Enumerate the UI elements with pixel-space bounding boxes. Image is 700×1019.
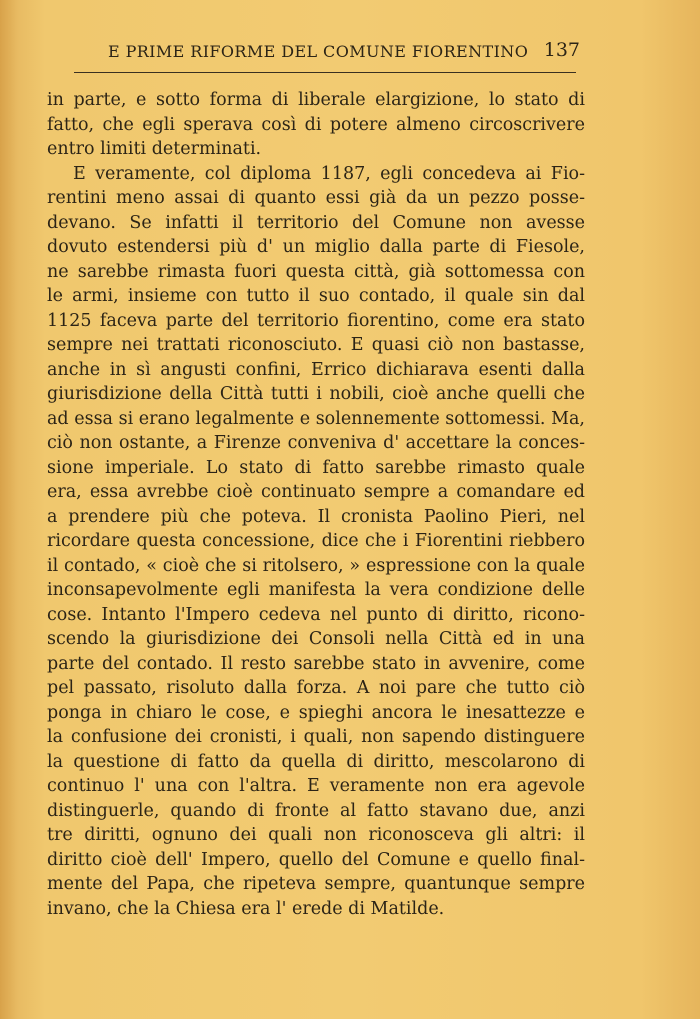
text-line: in parte, e sotto forma di liberale elargizione, lo stato di xyxy=(47,90,585,110)
text-line: anche in sì angusti confini, Errico dichiarava esenti dalla xyxy=(47,359,585,380)
text-line: dovuto estendersi più d' un miglio dalla parte di Fiesole, xyxy=(47,237,585,257)
text-line: ponga in chiaro le cose, e spieghi ancora le inesattezze e xyxy=(47,702,585,723)
text-line: cose. Intanto l'Impero cedeva nel punto di diritto, ricono- xyxy=(47,604,585,625)
text-line: continuo l' una con l'altra. E veramente non era agevole xyxy=(47,776,585,796)
page-number: 137 xyxy=(543,39,580,61)
text-line: la confusione dei cronisti, i quali, non sapendo distinguere xyxy=(47,727,585,747)
text-line: 1125 faceva parte del territorio fiorentino, come era stato xyxy=(47,310,585,331)
text-line: diritto cioè dell' Impero, quello del Comune e quello final- xyxy=(47,849,585,870)
text-line: devano. Se infatti il territorio del Comune non avesse xyxy=(47,212,585,233)
text-line: distinguerle, quando di fronte al fatto stavano due, anzi xyxy=(47,800,585,821)
text-line: il contado, « cioè che si ritolsero, » espressione con la quale xyxy=(47,555,585,576)
text-line: mente del Papa, che ripeteva sempre, quantunque sempre xyxy=(47,874,585,894)
text-line: entro limiti determinati. xyxy=(47,139,262,159)
text-line: ricordare questa concessione, dice che i Fiorentini riebbero xyxy=(47,531,585,551)
header-rule xyxy=(74,72,576,73)
text-line: ciò non ostante, a Firenze conveniva d' accettare la conces- xyxy=(47,433,585,453)
text-line: sione imperiale. Lo stato di fatto sarebbe rimasto quale xyxy=(47,457,585,478)
text-line: scendo la giurisdizione dei Consoli nella Città ed in una xyxy=(47,629,585,649)
text-line: inconsapevolmente egli manifesta la vera condizione delle xyxy=(47,580,585,600)
text-line: parte del contado. Il resto sarebbe stato in avvenire, come xyxy=(47,653,585,674)
text-line: rentini meno assai di quanto essi già da un pezzo posse- xyxy=(47,188,585,208)
text-line: ad essa si erano legalmente e solennemente sottomessi. Ma, xyxy=(47,408,585,429)
text-line: la questione di fatto da quella di diritto, mescolarono di xyxy=(47,751,585,772)
text-line: ne sarebbe rimasta fuori questa città, già sottomessa con xyxy=(47,261,585,282)
body-text xyxy=(47,88,585,921)
text-line: era, essa avrebbe cioè continuato sempre a comandare ed xyxy=(47,482,585,502)
text-line: tre diritti, ognuno dei quali non riconosceva gli altri: il xyxy=(47,825,585,845)
text-line: invano, che la Chiesa era l' erede di Matilde. xyxy=(47,898,445,919)
page-header xyxy=(108,39,580,68)
text-line: a prendere più che poteva. Il cronista Paolino Pieri, nel xyxy=(47,506,585,527)
text-line: sempre nei trattati riconosciuto. E quasi ciò non bastasse, xyxy=(47,335,585,355)
text-line: giurisdizione della Città tutti i nobili, cioè anche quelli che xyxy=(47,384,585,404)
text-line: le armi, insieme con tutto il suo contado, il quale sin dal xyxy=(47,286,585,306)
running-title: E PRIME RIFORME DEL COMUNE FIORENTINO xyxy=(108,42,529,61)
text-line: fatto, che egli sperava così di potere almeno circoscrivere xyxy=(47,114,585,135)
text-line: pel passato, risoluto dalla forza. A noi pare che tutto ciò xyxy=(47,678,585,698)
paragraph-start-line: E veramente, col diploma 1187, egli concedeva ai Fio- xyxy=(73,163,585,184)
